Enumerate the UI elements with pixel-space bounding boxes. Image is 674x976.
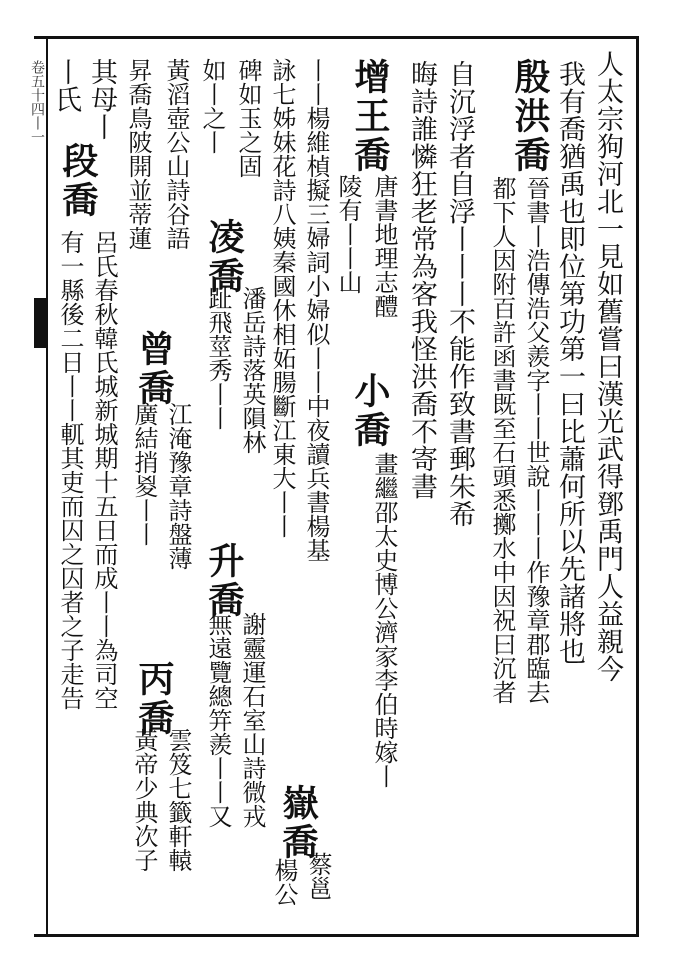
heading-yin-hong-qiao: 殷洪喬 bbox=[509, 58, 551, 175]
heading-xiao-qiao: 小喬 bbox=[349, 372, 391, 450]
text-column-6: 晦詩誰憐狂老常為客我怪洪喬不寄書 bbox=[406, 60, 437, 500]
heading-zeng-wang-qiao: 增王喬 bbox=[349, 58, 391, 175]
text-column-10b: 楊公 bbox=[270, 858, 298, 906]
heading-yue-qiao: 嶽喬 bbox=[277, 784, 319, 862]
edge-black-marker bbox=[34, 298, 48, 348]
text-column-1: 人太宗狗河北一見如舊嘗曰漢光武得鄧禹門人益親今 bbox=[592, 50, 623, 683]
text-column-2: 我有喬猶禹也即位第功第一曰比蕭何所以先諸將也 bbox=[554, 60, 585, 665]
text-column-12b: 趾飛莖秀丨丨 bbox=[204, 286, 232, 430]
text-column-14b: 廣結捎㚇丨丨 bbox=[130, 402, 158, 546]
text-column-8a: 陵有丨丨山 bbox=[334, 174, 362, 294]
text-column-8b: 畫繼邵太史博公濟家李伯時嫁丨 bbox=[370, 452, 398, 788]
text-column-11b: 潘岳詩落英隕林 bbox=[238, 286, 266, 454]
bottom-rule bbox=[34, 934, 638, 937]
right-rule bbox=[636, 36, 639, 937]
text-column-12c: 無遠覽總笄羨丨丨又 bbox=[204, 612, 232, 828]
text-column-11c: 謝靈運石室山詩微戎 bbox=[238, 612, 266, 828]
top-rule bbox=[34, 36, 638, 39]
text-column-3: 晉書丨浩傳浩父羨字丨丨世說丨丨丨作豫章郡臨去 bbox=[522, 176, 550, 704]
text-column-15a: 其母丨 bbox=[86, 58, 117, 141]
text-column-12a: 如丨之丨 bbox=[198, 58, 226, 154]
text-column-10: 詠七姊妹花詩八姨秦國休相妬腸斷江東大丨丨 bbox=[268, 58, 296, 538]
text-column-13b: 江淹豫章詩盤薄 bbox=[164, 402, 192, 570]
text-column-4: 都下人因附百許函書既至石頭悉擲水中因祝曰沉者 bbox=[488, 176, 516, 704]
heading-ceng-qiao: 曾喬 bbox=[133, 330, 175, 408]
heading-duan-qiao: 段喬 bbox=[57, 142, 99, 220]
text-column-13c: 雲笈七籤軒轅 bbox=[164, 728, 192, 872]
text-column-16a: 丨氏 bbox=[50, 58, 81, 113]
text-column-7: 唐書地理志醴 bbox=[370, 174, 398, 318]
text-column-9b: 蔡邕 bbox=[304, 852, 332, 900]
text-column-9: 丨丨楊維楨擬三婦詞小婦似丨丨中夜讀兵書楊基 bbox=[302, 58, 330, 562]
edge-text: 卷五十四丨一 bbox=[29, 60, 45, 144]
heading-ling-qiao: 凌喬 bbox=[203, 218, 245, 296]
heading-bing-qiao: 丙喬 bbox=[133, 660, 175, 738]
text-column-5: 自沉浮者自浮丨丨丨不能作致書郵朱希 bbox=[444, 60, 475, 528]
text-column-15b: 呂氏春秋韓氏城新城期十五日而成丨丨為司空 bbox=[90, 230, 118, 710]
left-rule bbox=[46, 36, 48, 937]
text-column-13a: 黃滔壺公山詩谷語 bbox=[162, 58, 190, 250]
text-column-14c: 黃帝少典次子 bbox=[130, 728, 158, 872]
heading-sheng-qiao: 升喬 bbox=[203, 542, 245, 620]
text-column-14a: 昇喬鳥陂開並蒂蓮 bbox=[124, 58, 152, 250]
text-column-16b: 有一縣後二日丨丨軏其吏而囚之囚者之子走告 bbox=[56, 230, 84, 710]
text-column-11a: 碑如玉之固 bbox=[234, 58, 262, 178]
